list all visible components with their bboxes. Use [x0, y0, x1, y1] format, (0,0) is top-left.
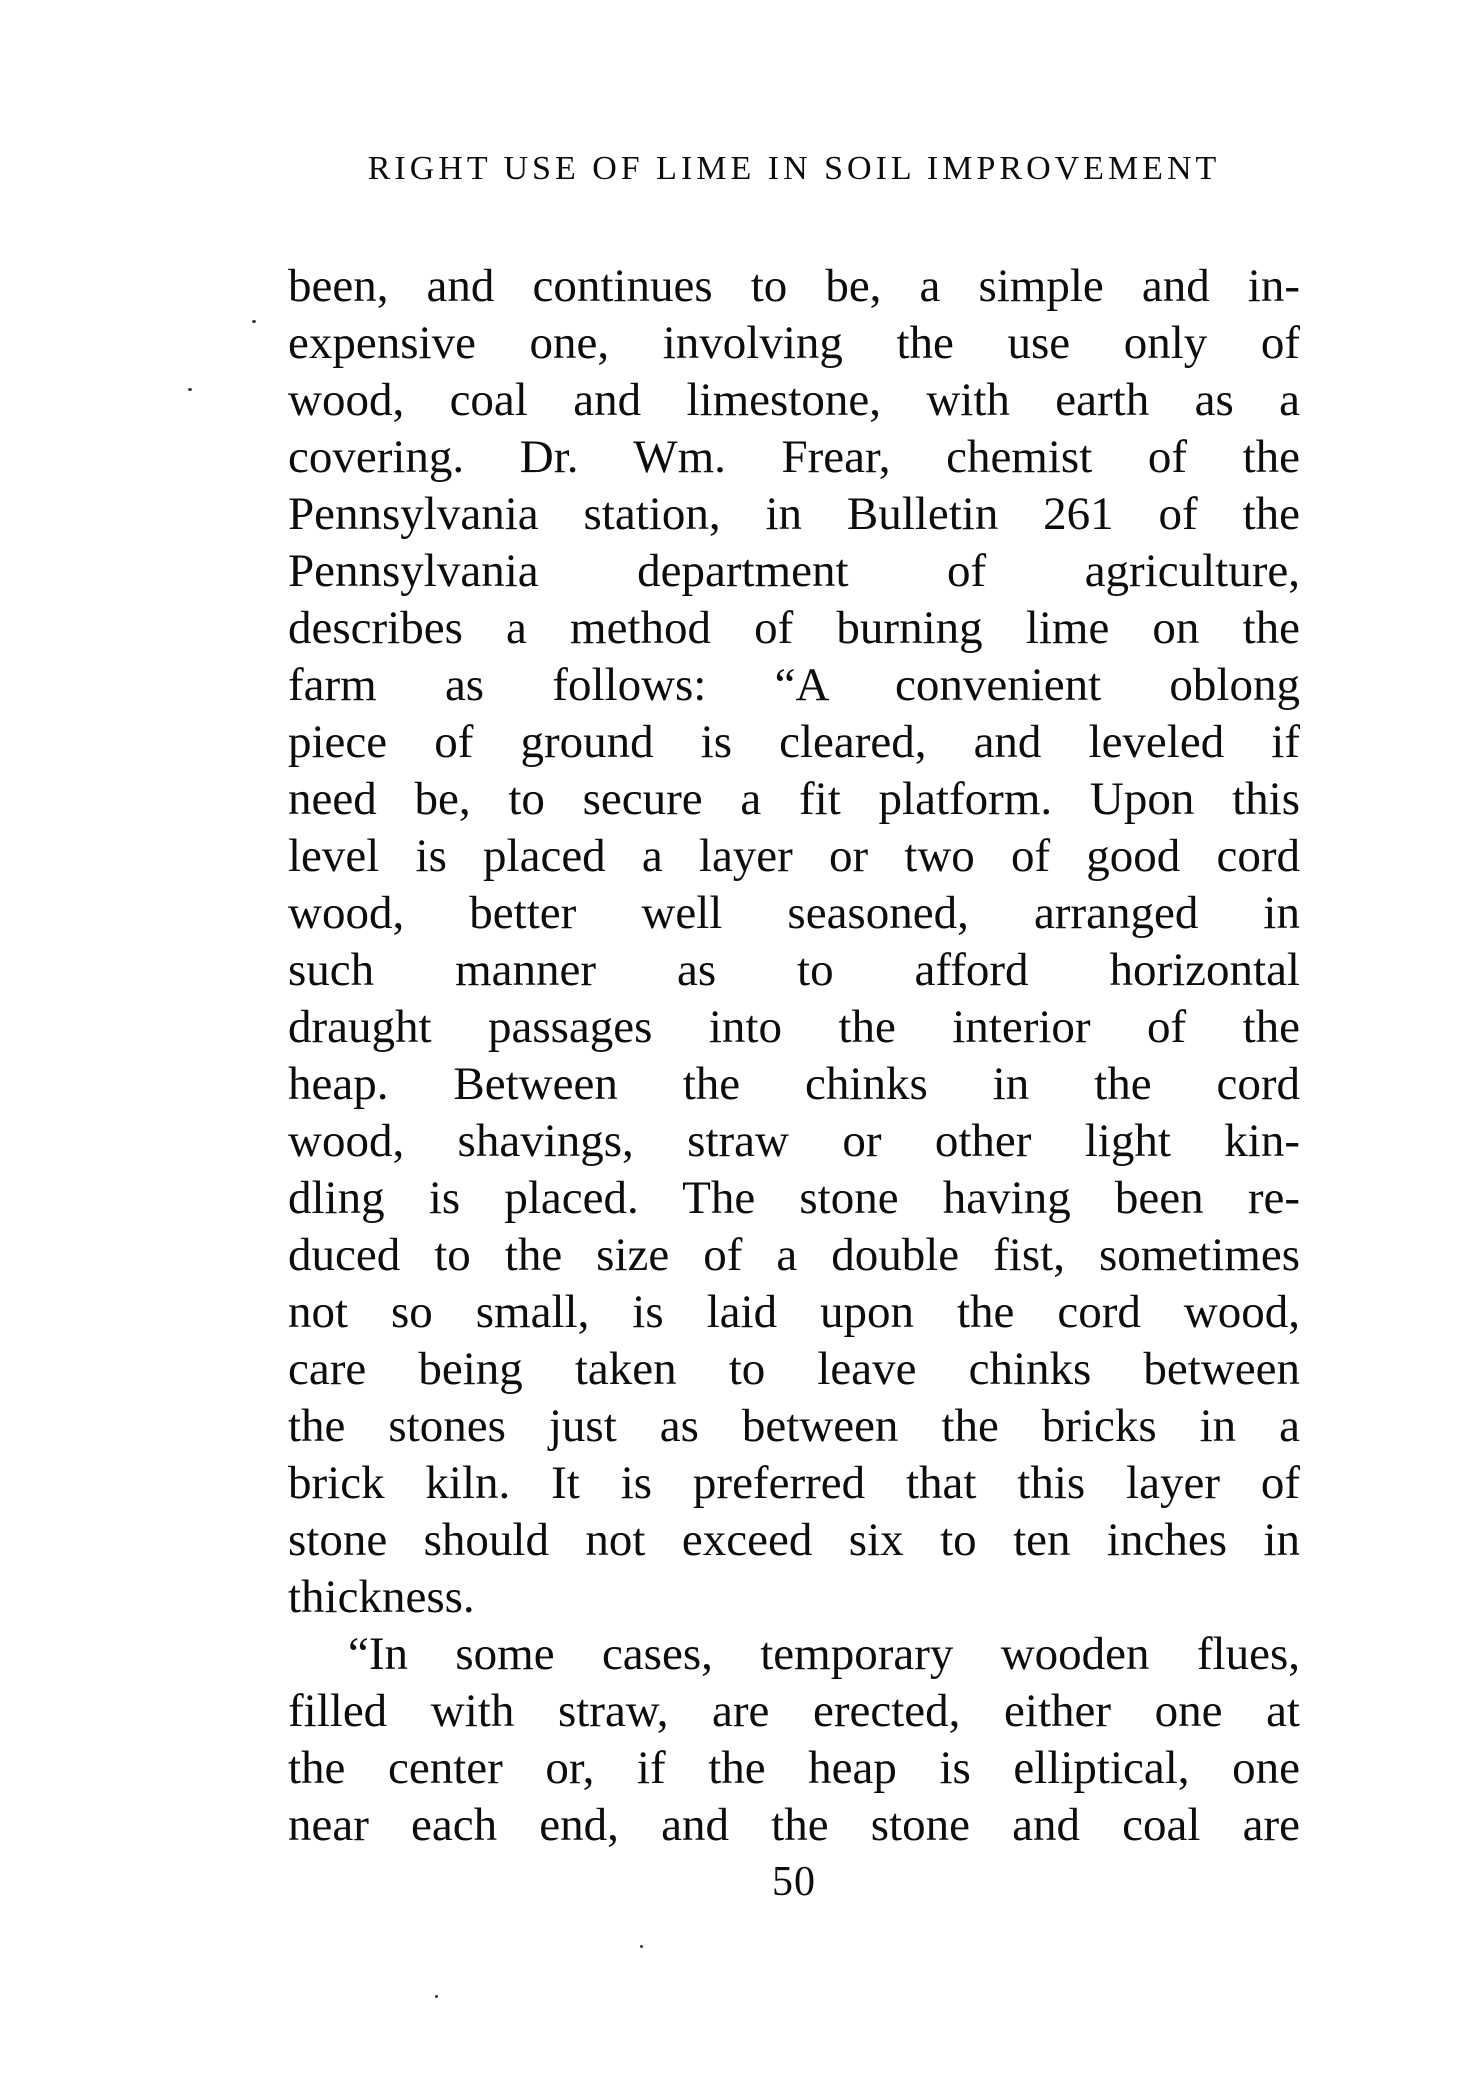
text-line: level is placed a layer or two of good cord: [288, 830, 1300, 882]
text-line: wood, better well seasoned, arranged in: [288, 887, 1300, 939]
text-line: filled with straw, are erected, either one at: [288, 1685, 1300, 1737]
text-line: piece of ground is cleared, and leveled if: [288, 716, 1300, 768]
text-line: not so small, is laid upon the cord wood,: [288, 1286, 1300, 1338]
text-line: the center or, if the heap is elliptical, one: [288, 1742, 1300, 1794]
scan-speck: [188, 388, 192, 391]
body-text: [288, 258, 1300, 1854]
page-number: 50: [772, 1859, 816, 1905]
scan-speck: [252, 320, 256, 323]
text-line: describes a method of burning lime on the: [288, 602, 1300, 654]
text-line: Pennsylvania department of agriculture,: [288, 545, 1300, 597]
text-line: dling is placed. The stone having been re-: [288, 1172, 1300, 1224]
text-line: need be, to secure a fit platform. Upon this: [288, 773, 1300, 825]
text-line: wood, coal and limestone, with earth as a: [288, 374, 1300, 426]
text-line-paragraph-start: “In some cases, temporary wooden flues,: [348, 1628, 1300, 1680]
text-line-paragraph-end: thickness.: [288, 1571, 475, 1623]
scan-speck: [640, 1945, 643, 1948]
text-line: expensive one, involving the use only of: [288, 317, 1300, 369]
text-line: stone should not exceed six to ten inches in: [288, 1514, 1300, 1566]
text-line: Pennsylvania station, in Bulletin 261 of the: [288, 488, 1300, 540]
text-line: brick kiln. It is preferred that this layer of: [288, 1457, 1300, 1509]
running-header: RIGHT USE OF LIME IN SOIL IMPROVEMENT: [367, 150, 1221, 187]
text-line: the stones just as between the bricks in a: [288, 1400, 1300, 1452]
text-line: farm as follows: “A convenient oblong: [288, 659, 1300, 711]
text-line: been, and continues to be, a simple and in-: [288, 260, 1300, 312]
text-line: care being taken to leave chinks between: [288, 1343, 1300, 1395]
text-line: duced to the size of a double fist, sometimes: [288, 1229, 1300, 1281]
text-line: such manner as to afford horizontal: [288, 944, 1300, 996]
text-line: wood, shavings, straw or other light kin-: [288, 1115, 1300, 1167]
text-line: covering. Dr. Wm. Frear, chemist of the: [288, 431, 1300, 483]
text-line: heap. Between the chinks in the cord: [288, 1058, 1300, 1110]
text-line: near each end, and the stone and coal are: [288, 1799, 1300, 1851]
text-line: draught passages into the interior of the: [288, 1001, 1300, 1053]
scan-speck: [435, 1995, 438, 1998]
